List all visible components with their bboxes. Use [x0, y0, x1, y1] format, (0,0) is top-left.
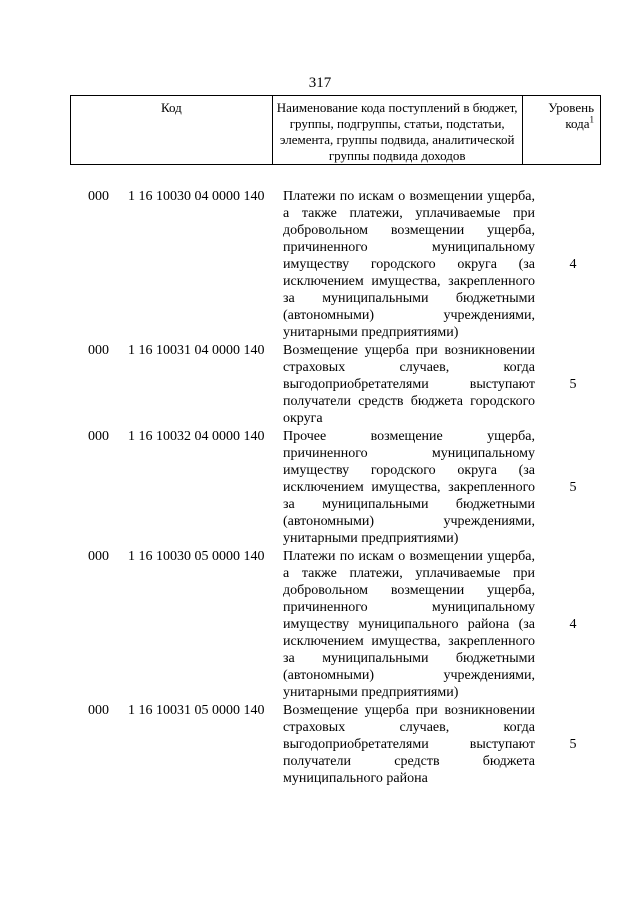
- revenue-code: 1 16 10030 05 0000 140: [128, 549, 265, 564]
- code-level: 4: [569, 617, 577, 632]
- revenue-description: Платежи по искам о возмещении ущерба, а также платежи, уплачиваемые при добровольном возмещении ущерба, причиненного муниципальному имуществу муниципального района (за исключением имущества, закрепленного за муниципальными бюджетными (автономными) учреждениями, унитарными предприятиями): [283, 549, 535, 700]
- header-level-label: Уровень кода: [548, 100, 594, 131]
- admin-code: 000: [88, 429, 109, 444]
- revenue-description: Платежи по искам о возмещении ущерба, а также платежи, уплачиваемые при добровольном возмещении ущерба, причиненного муниципальному имуществу городского округа (за исключением имущества, закрепленного за муниципальными бюджетными (автономными) учреждениями, унитарными предприятиями): [283, 189, 535, 340]
- header-level-footnote: 1: [589, 114, 594, 125]
- header-level: [522, 96, 600, 165]
- admin-code: 000: [88, 549, 109, 564]
- admin-code: 000: [88, 343, 109, 358]
- admin-code: 000: [88, 703, 109, 718]
- table-row: [0, 188, 640, 341]
- revenue-description: Прочее возмещение ущерба, причиненного муниципальному имуществу городского округа (за исключением имущества, закрепленного за муниципальными бюджетными (автономными) учреждениями, унитарными предприятиями): [283, 429, 535, 546]
- revenue-code: 1 16 10031 04 0000 140: [128, 343, 265, 358]
- code-level: 5: [569, 377, 577, 392]
- header-name: Наименование кода поступлений в бюджет, группы, подгруппы, статьи, подстатьи, элемента, группы подвида, аналитической группы подвида доходов: [272, 96, 522, 165]
- header-code: Код: [71, 96, 273, 165]
- revenue-description: Возмещение ущерба при возникновении страховых случаев, когда выгодоприобретателями выступают получатели средств бюджета городского округа: [283, 343, 535, 426]
- code-level: 5: [569, 737, 577, 752]
- revenue-code: 1 16 10032 04 0000 140: [128, 429, 265, 444]
- table-row: [0, 342, 640, 427]
- table-row: [0, 702, 640, 787]
- revenue-code: 1 16 10030 04 0000 140: [128, 189, 265, 204]
- table-row: [0, 428, 640, 547]
- table-header: [70, 95, 601, 165]
- page-number: 317: [308, 75, 332, 91]
- table-body: [0, 188, 640, 788]
- revenue-description: Возмещение ущерба при возникновении страховых случаев, когда выгодоприобретателями выступают получатели средств бюджета муниципального района: [283, 703, 535, 786]
- revenue-code: 1 16 10031 05 0000 140: [128, 703, 265, 718]
- code-level: 4: [569, 257, 577, 272]
- code-level: 5: [569, 480, 577, 495]
- table-row: [0, 548, 640, 701]
- admin-code: 000: [88, 189, 109, 204]
